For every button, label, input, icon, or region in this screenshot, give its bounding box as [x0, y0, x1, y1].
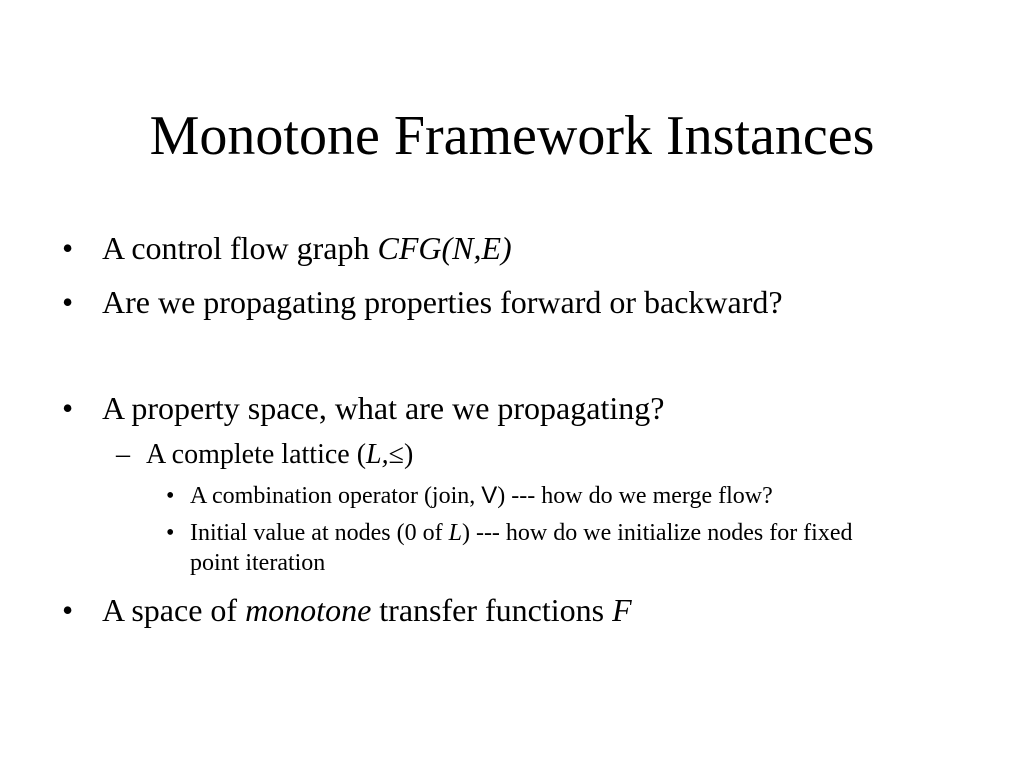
subsubbullet-mark: • [166, 520, 175, 546]
bullet-text [102, 229, 512, 267]
subbullet-text-suffix: ) [403, 439, 414, 470]
bullet-text-emphasis-2: F [612, 592, 632, 628]
subsubbullet-text-line2: point iteration [190, 550, 326, 576]
subsubbullet-text-prefix: A combination operator (join, [190, 483, 482, 509]
subbullet-text [146, 438, 413, 472]
join-symbol: V [481, 482, 498, 509]
subsubbullet-mark: • [166, 483, 175, 509]
bullet-text-middle: transfer functions [371, 592, 613, 628]
bullet-text: Are we propagating properties forward or backward? [102, 284, 783, 320]
leq-symbol: ≤ [388, 439, 404, 470]
bullet-mark: • [62, 284, 74, 320]
subbullet-text-emphasis: L, [366, 439, 389, 470]
slide-title: Monotone Framework Instances [149, 105, 875, 167]
subsubbullet-text-suffix: ) --- how do we merge flow? [497, 483, 773, 509]
subsubbullet-text [190, 482, 773, 510]
bullet-text-emphasis: monotone [245, 592, 372, 628]
bullet-mark: • [62, 390, 74, 426]
bullet-text-prefix: A space of [102, 592, 246, 628]
subsubbullet-text [190, 519, 853, 547]
bullet-text: A property space, what are we propagating? [102, 390, 665, 426]
bullet-mark: • [62, 592, 74, 628]
bullet-text-emphasis: CFG(N,E) [377, 230, 512, 266]
bullet-text-prefix: A control flow graph [102, 230, 378, 266]
subsubbullet-text-suffix: ) --- how do we initialize nodes for fixed [461, 520, 853, 546]
subsubbullet-text-emphasis: L [448, 520, 462, 546]
subbullet-mark: – [116, 439, 130, 470]
bullet-text [102, 591, 632, 629]
subsubbullet-text-prefix: Initial value at nodes (0 of [190, 520, 449, 546]
bullet-mark: • [62, 230, 74, 266]
subbullet-text-prefix: A complete lattice ( [146, 439, 367, 470]
